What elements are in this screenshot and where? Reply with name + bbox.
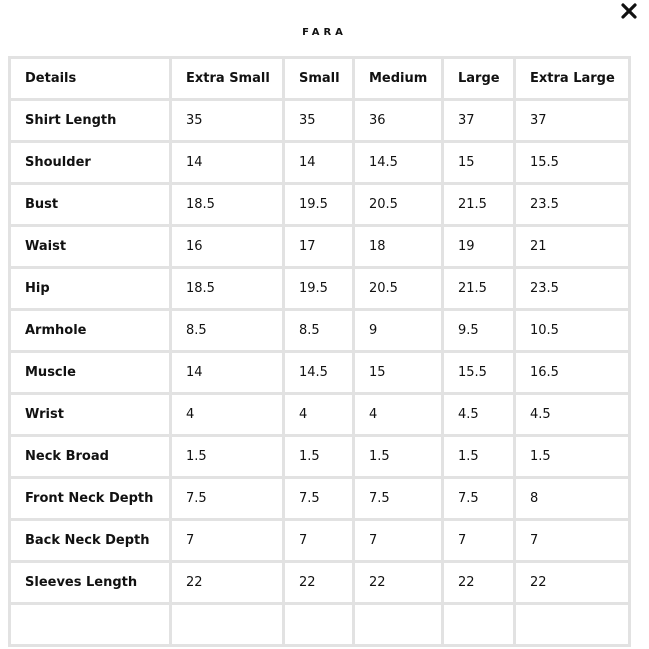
table-row: [10, 226, 630, 268]
table-cell: 20.5: [354, 268, 443, 310]
table-cell: 37: [515, 100, 630, 142]
table-cell: 8.5: [284, 310, 354, 352]
table-cell: 21: [515, 226, 630, 268]
table-cell: 1.5: [515, 436, 630, 478]
row-label: Bust: [10, 184, 171, 226]
table-cell: 4.5: [443, 394, 515, 436]
table-cell: 37: [443, 100, 515, 142]
row-label: Wrist: [10, 394, 171, 436]
table-cell: 22: [284, 562, 354, 604]
table-row: [10, 394, 630, 436]
table-cell: 36: [354, 100, 443, 142]
table-cell: 9.5: [443, 310, 515, 352]
table-row: [10, 184, 630, 226]
row-label: Hip: [10, 268, 171, 310]
table-cell: 23.5: [515, 268, 630, 310]
table-cell: 4.5: [515, 394, 630, 436]
table-row: [10, 520, 630, 562]
table-cell: [354, 604, 443, 646]
table-cell: 19.5: [284, 268, 354, 310]
column-header: Small: [284, 58, 354, 100]
size-chart-table: [8, 56, 631, 647]
table-cell: 10.5: [515, 310, 630, 352]
size-chart: [8, 56, 628, 647]
table-cell: 22: [171, 562, 284, 604]
table-cell: [284, 604, 354, 646]
table-header-row: [10, 58, 630, 100]
row-label: [10, 604, 171, 646]
table-cell: 7.5: [284, 478, 354, 520]
table-cell: 20.5: [354, 184, 443, 226]
table-cell: 18.5: [171, 184, 284, 226]
table-cell: 14.5: [284, 352, 354, 394]
row-label: Muscle: [10, 352, 171, 394]
table-cell: 22: [354, 562, 443, 604]
table-cell: 35: [284, 100, 354, 142]
close-icon: [619, 1, 639, 21]
table-row: [10, 604, 630, 646]
row-label: Neck Broad: [10, 436, 171, 478]
row-label: Front Neck Depth: [10, 478, 171, 520]
table-cell: 16.5: [515, 352, 630, 394]
table-row: [10, 268, 630, 310]
table-body: [10, 100, 630, 646]
table-cell: 17: [284, 226, 354, 268]
table-cell: 7: [284, 520, 354, 562]
table-row: [10, 100, 630, 142]
table-row: [10, 436, 630, 478]
table-cell: 16: [171, 226, 284, 268]
table-cell: 1.5: [284, 436, 354, 478]
table-cell: 8.5: [171, 310, 284, 352]
table-cell: 14: [284, 142, 354, 184]
table-cell: 19: [443, 226, 515, 268]
table-cell: 18.5: [171, 268, 284, 310]
table-cell: 18: [354, 226, 443, 268]
table-cell: 19.5: [284, 184, 354, 226]
table-cell: 7: [443, 520, 515, 562]
table-cell: 22: [515, 562, 630, 604]
table-cell: 15.5: [443, 352, 515, 394]
brand-title: FARA: [302, 27, 347, 38]
column-header: Extra Small: [171, 58, 284, 100]
table-cell: 15: [443, 142, 515, 184]
table-cell: 7.5: [354, 478, 443, 520]
table-cell: 14: [171, 352, 284, 394]
table-cell: [515, 604, 630, 646]
row-label: Waist: [10, 226, 171, 268]
table-cell: 7.5: [443, 478, 515, 520]
table-cell: 23.5: [515, 184, 630, 226]
table-cell: 35: [171, 100, 284, 142]
table-cell: 4: [171, 394, 284, 436]
table-cell: [171, 604, 284, 646]
column-header: Details: [10, 58, 171, 100]
table-cell: 7: [515, 520, 630, 562]
table-cell: 22: [443, 562, 515, 604]
table-cell: 14: [171, 142, 284, 184]
table-cell: 7.5: [171, 478, 284, 520]
table-cell: 4: [284, 394, 354, 436]
table-cell: 4: [354, 394, 443, 436]
table-row: [10, 142, 630, 184]
table-cell: 21.5: [443, 184, 515, 226]
table-row: [10, 310, 630, 352]
row-label: Back Neck Depth: [10, 520, 171, 562]
table-cell: 7: [354, 520, 443, 562]
table-row: [10, 352, 630, 394]
table-cell: 21.5: [443, 268, 515, 310]
column-header: Medium: [354, 58, 443, 100]
column-header: Large: [443, 58, 515, 100]
table-cell: 8: [515, 478, 630, 520]
row-label: Armhole: [10, 310, 171, 352]
table-cell: [443, 604, 515, 646]
table-cell: 14.5: [354, 142, 443, 184]
row-label: Shoulder: [10, 142, 171, 184]
table-row: [10, 478, 630, 520]
table-cell: 15.5: [515, 142, 630, 184]
close-button[interactable]: [619, 1, 639, 21]
table-row: [10, 562, 630, 604]
table-cell: 15: [354, 352, 443, 394]
table-cell: 9: [354, 310, 443, 352]
row-label: Sleeves Length: [10, 562, 171, 604]
column-header: Extra Large: [515, 58, 630, 100]
table-cell: 1.5: [354, 436, 443, 478]
table-cell: 7: [171, 520, 284, 562]
table-cell: 1.5: [443, 436, 515, 478]
row-label: Shirt Length: [10, 100, 171, 142]
table-cell: 1.5: [171, 436, 284, 478]
